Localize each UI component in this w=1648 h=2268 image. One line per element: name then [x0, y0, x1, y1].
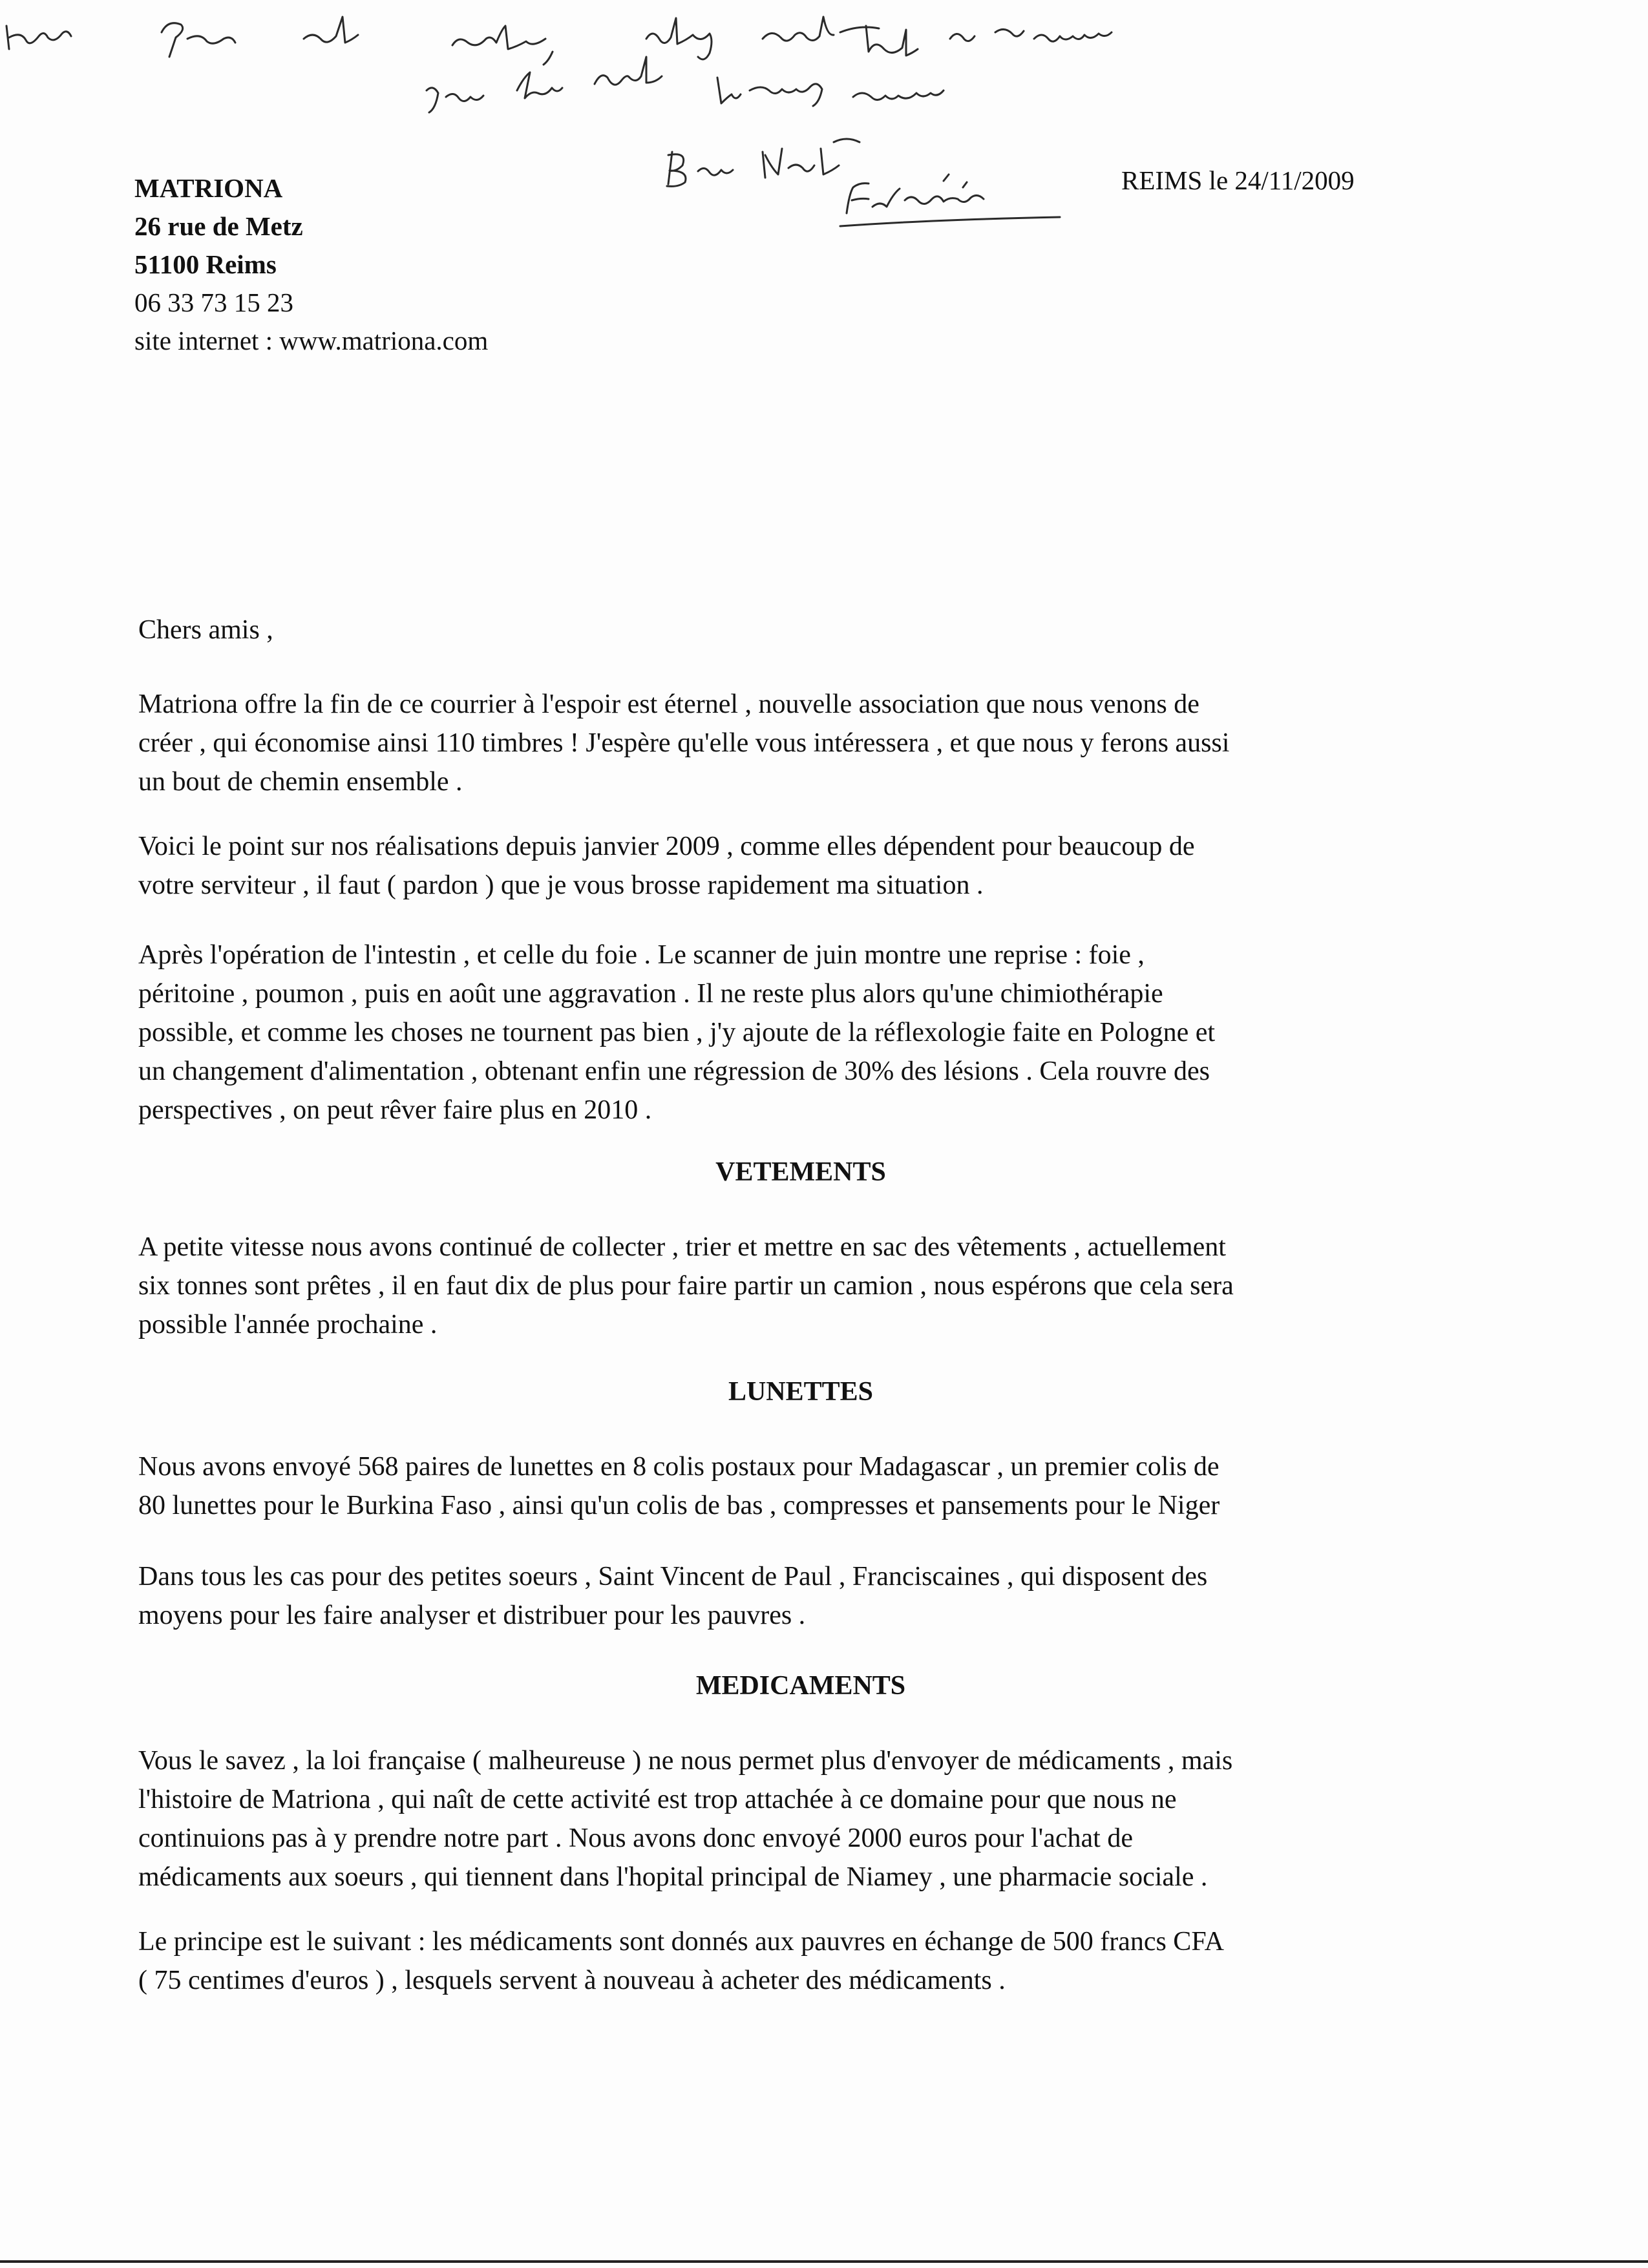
text-line: moyens pour les faire analyser et distribuer pour les pauvres . — [138, 1601, 806, 1630]
text-line: Vous le savez , la loi française ( malheureuse ) ne nous permet plus d'envoyer de médicaments , mais — [138, 1746, 1233, 1776]
sender-website: site internet : www.matriona.com — [134, 326, 489, 355]
paragraph-medicaments — [138, 1741, 1431, 1896]
text-line: l'histoire de Matriona , qui naît de cette activité est trop attachée à ce domaine pour que nous ne — [138, 1785, 1177, 1814]
paragraph-health — [138, 936, 1431, 1129]
text-line: continuions pas à y prendre notre part . Nous avons donc envoyé 2000 euros pour l'achat de — [138, 1823, 1133, 1853]
text-line: Nous avons envoyé 568 paires de lunettes en 8 colis postaux pour Madagascar , un premier colis de — [138, 1452, 1220, 1482]
heading-lunettes: LUNETTES — [728, 1377, 874, 1407]
text-line: votre serviteur , il faut ( pardon ) que je vous brosse rapidement ma situation . — [138, 870, 984, 900]
sender-name: MATRIONA — [134, 173, 283, 203]
text-line: Le principe est le suivant : les médicaments sont donnés aux pauvres en échange de 500 francs CFA — [138, 1927, 1224, 1957]
text-line: péritoine , poumon , puis en août une aggravation . Il ne reste plus alors qu'une chimiothérapie — [138, 979, 1163, 1009]
text-line: 80 lunettes pour le Burkina Faso , ainsi qu'un colis de bas , compresses et pansements pour le Niger — [138, 1491, 1220, 1520]
paragraph-lunettes — [138, 1447, 1431, 1525]
heading-vetements: VETEMENTS — [715, 1157, 886, 1187]
text-line: Matriona offre la fin de ce courrier à l'espoir est éternel , nouvelle association que nous venons de — [138, 689, 1199, 719]
text-line: médicaments aux soeurs , qui tiennent dans l'hopital principal de Niamey , une pharmacie sociale . — [138, 1862, 1208, 1892]
paragraph-lunettes-recipients — [138, 1557, 1431, 1635]
sender-street: 26 rue de Metz — [134, 211, 303, 241]
text-line: créer , qui économise ainsi 110 timbres ! J'espère qu'elle vous intéressera , et que nous y ferons aussi — [138, 728, 1230, 758]
text-line: A petite vitesse nous avons continué de collecter , trier et mettre en sac des vêtements , actuellement — [138, 1232, 1226, 1262]
text-line: Dans tous les cas pour des petites soeurs , Saint Vincent de Paul , Franciscaines , qui disposent des — [138, 1562, 1208, 1591]
heading-medicaments: MEDICAMENTS — [695, 1671, 906, 1701]
text-line: perspectives , on peut rêver faire plus en 2010 . — [138, 1095, 652, 1125]
paragraph-status — [138, 827, 1431, 905]
salutation: Chers amis , — [138, 615, 273, 645]
sender-phone: 06 33 73 15 23 — [134, 288, 293, 317]
paragraph-medicaments-principle — [138, 1922, 1431, 2000]
sender-city: 51100 Reims — [134, 249, 277, 279]
text-line: un bout de chemin ensemble . — [138, 767, 463, 797]
text-line: possible, et comme les choses ne tournent pas bien , j'y ajoute de la réflexologie faite en Pologne et — [138, 1018, 1216, 1047]
text-line: possible l'année prochaine . — [138, 1310, 438, 1339]
letter-date: REIMS le 24/11/2009 — [1121, 165, 1355, 195]
text-line: Voici le point sur nos réalisations depuis janvier 2009 , comme elles dépendent pour beaucoup de — [138, 832, 1195, 861]
text-line: Après l'opération de l'intestin , et celle du foie . Le scanner de juin montre une reprise : foie , — [138, 940, 1145, 970]
text-line: un changement d'alimentation , obtenant enfin une régression de 30% des lésions . Cela rouvre des — [138, 1056, 1210, 1086]
paragraph-intro — [138, 685, 1431, 801]
text-line: six tonnes sont prêtes , il en faut dix de plus pour faire partir un camion , nous espérons que cela sera — [138, 1271, 1234, 1301]
paragraph-vetements — [138, 1228, 1431, 1344]
scan-edge — [0, 2260, 1648, 2263]
text-line: ( 75 centimes d'euros ) , lesquels servent à nouveau à acheter des médicaments . — [138, 1966, 1006, 1995]
sender-address — [134, 169, 488, 360]
